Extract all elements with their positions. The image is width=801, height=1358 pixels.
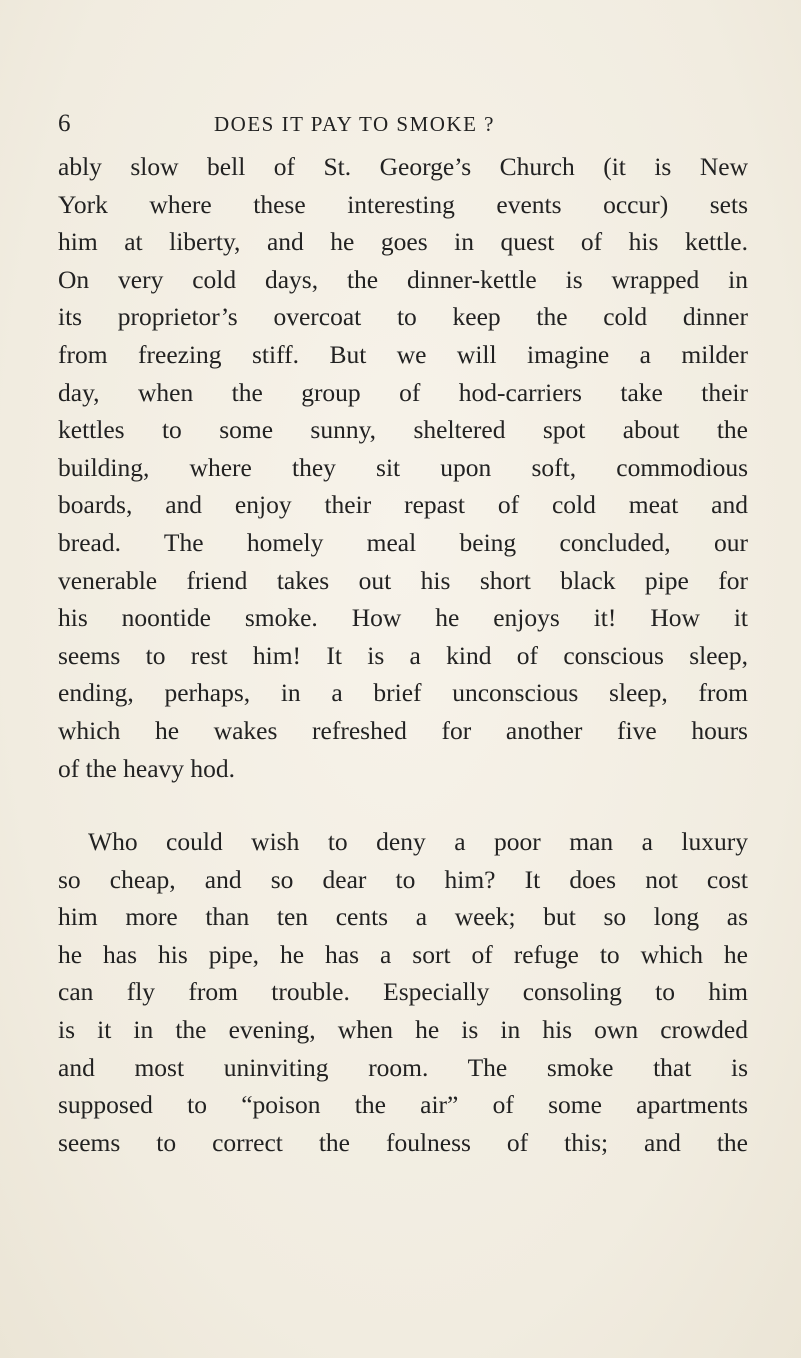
text-line: so cheap, and so dear to him? It does not cost bbox=[58, 864, 748, 894]
text-line: seems to rest him! It is a kind of conscious sleep, bbox=[58, 640, 748, 670]
text-line: which he wakes refreshed for another five hours bbox=[58, 715, 748, 745]
text-line: and most uninviting room. The smoke that is bbox=[58, 1052, 748, 1082]
text-line: him more than ten cents a week; but so long as bbox=[58, 902, 748, 932]
paragraph-gap bbox=[58, 787, 748, 823]
text-line: boards, and enjoy their repast of cold meat and bbox=[58, 490, 748, 520]
text-line: him at liberty, and he goes in quest of his kettle. bbox=[58, 227, 748, 257]
text-line: venerable friend takes out his short black pipe for bbox=[58, 565, 748, 595]
text-line: its proprietor’s overcoat to keep the cold dinner bbox=[58, 302, 748, 332]
text-line: of the heavy hod. bbox=[58, 753, 236, 783]
text-line: On very cold days, the dinner-kettle is wrapped in bbox=[58, 264, 748, 294]
text-line: building, where they sit upon soft, commodious bbox=[58, 452, 748, 482]
text-line: can fly from trouble. Especially consoling to him bbox=[58, 977, 748, 1007]
text-line: he has his pipe, he has a sort of refuge to which he bbox=[58, 939, 748, 969]
text-line: kettles to some sunny, sheltered spot about the bbox=[58, 415, 748, 445]
body-text bbox=[58, 148, 748, 1161]
paragraph-1 bbox=[58, 148, 748, 787]
text-line: seems to correct the foulness of this; and the bbox=[58, 1127, 748, 1157]
text-line: Who could wish to deny a poor man a luxury bbox=[88, 827, 748, 857]
paragraph-2 bbox=[58, 823, 748, 1161]
text-line: his noontide smoke. How he enjoys it! How it bbox=[58, 603, 748, 633]
running-title: DOES IT PAY TO SMOKE ? bbox=[214, 112, 495, 136]
running-head bbox=[58, 110, 748, 150]
text-line: is it in the evening, when he is in his own crowded bbox=[58, 1015, 748, 1045]
text-line: York where these interesting events occur) sets bbox=[58, 189, 748, 219]
text-line: bread. The homely meal being concluded, our bbox=[58, 527, 748, 557]
text-line: from freezing stiff. But we will imagine a milder bbox=[58, 339, 748, 369]
text-line: ably slow bell of St. George’s Church (it is New bbox=[58, 152, 748, 181]
text-line: supposed to “poison the air” of some apartments bbox=[58, 1090, 748, 1120]
page-number: 6 bbox=[58, 110, 72, 137]
text-line: ending, perhaps, in a brief unconscious sleep, from bbox=[58, 678, 748, 708]
text-line: day, when the group of hod-carriers take their bbox=[58, 377, 748, 407]
